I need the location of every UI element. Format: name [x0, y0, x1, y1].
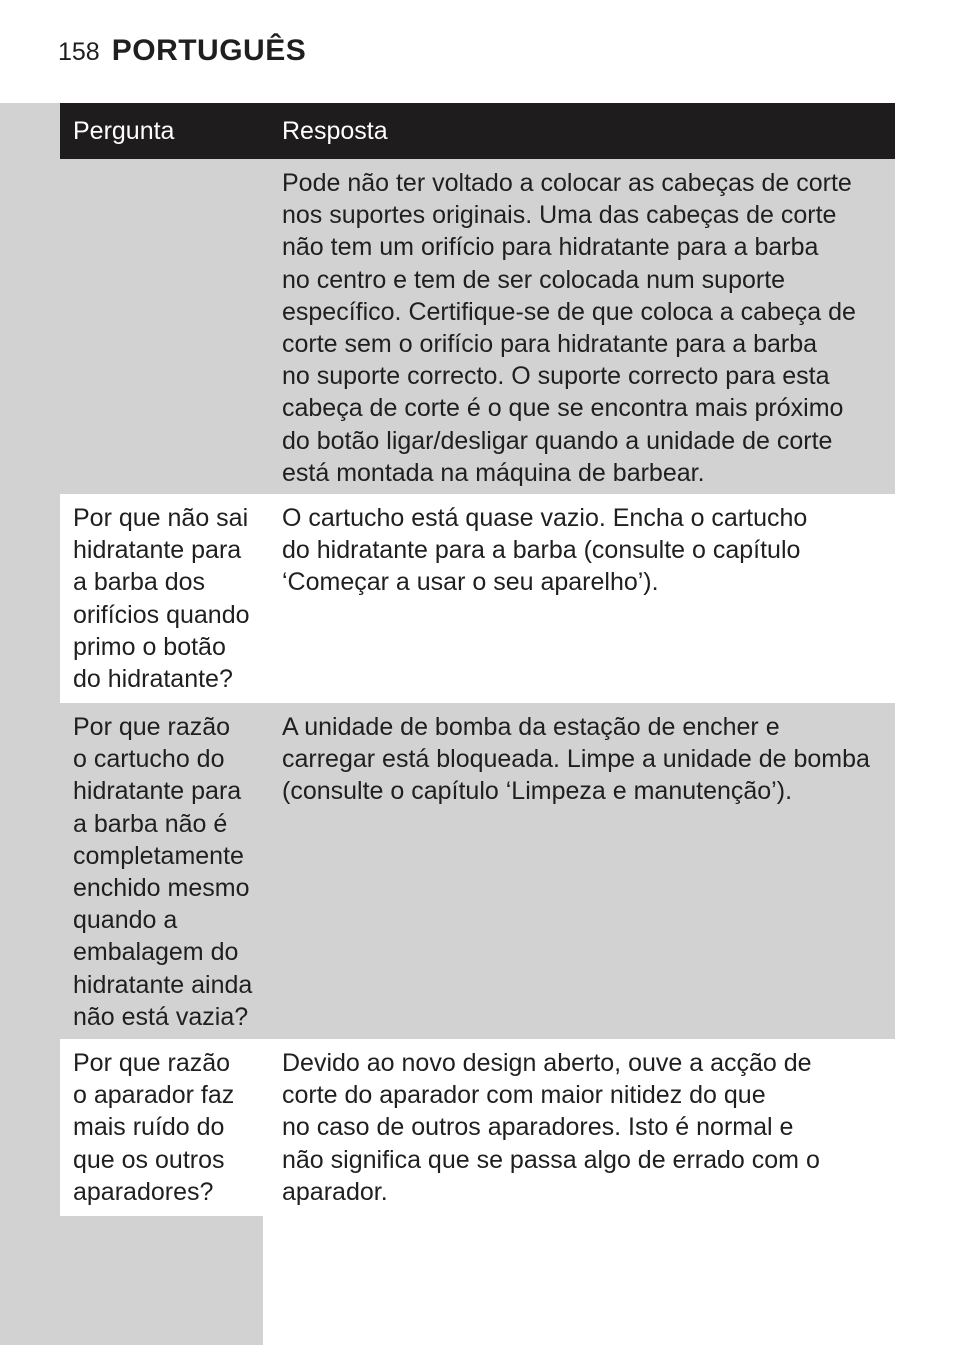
column-header-answer: Resposta [282, 117, 388, 145]
faq-table [60, 103, 895, 1216]
page-number: 158 [58, 38, 100, 66]
table-header-row [60, 103, 895, 159]
table-row [60, 159, 895, 494]
answer-cell: Devido ao novo design aberto, ouve a acção de corte do aparador com maior nitidez do que no caso de outros aparadores. Isto é normal e não significa que se passa algo de errado com o aparador. [282, 1049, 820, 1206]
page-header [58, 34, 306, 74]
table-row [60, 494, 895, 703]
question-cell: Por que não sai hidratante para a barba dos orifícios quando primo o botão do hidratante? [73, 504, 250, 694]
question-cell: Por que razão o aparador faz mais ruído do que os outros aparadores? [73, 1049, 235, 1206]
table-row [60, 703, 895, 1039]
answer-cell: Pode não ter voltado a colocar as cabeças de corte nos suportes originais. Uma das cabeças de corte não tem um orifício para hidratante para a barba no centro e tem de ser colocada num suporte específico. Certifique-se de que coloca a cabeça de corte sem o orifício para hidratante para a barba no suporte correcto. O suporte correcto para esta cabeça de corte é o que se encontra mais próximo do botão ligar/desligar quando a unidade de corte está montada na máquina de barbear. [282, 169, 856, 487]
section-title: PORTUGUÊS [111, 34, 307, 67]
table-row [60, 1039, 895, 1216]
column-header-question: Pergunta [73, 117, 175, 145]
question-cell: Por que razão o cartucho do hidratante para a barba não é completamente enchido mesmo quando a embalagem do hidratante ainda não está vazia? [73, 713, 253, 1031]
answer-cell: O cartucho está quase vazio. Encha o cartucho do hidratante para a barba (consulte o capítulo ‘Começar a usar o seu aparelho’). [282, 504, 808, 597]
answer-cell: A unidade de bomba da estação de encher e carregar está bloqueada. Limpe a unidade de bomba (consulte o capítulo ‘Limpeza e manutenção’). [282, 713, 870, 806]
